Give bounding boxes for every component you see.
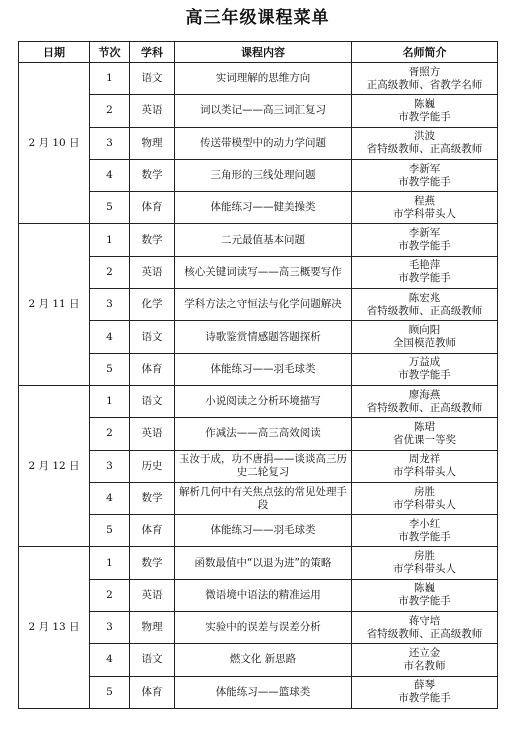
content-cell: 实验中的误差与误差分析 [175,612,352,644]
content-cell: 体能练习——篮球类 [175,676,352,708]
subject-cell: 英语 [130,579,175,611]
teacher-name: 廖海燕 [408,388,441,401]
period-cell: 4 [90,321,130,353]
table-row [19,676,498,708]
teacher-cell [352,224,498,256]
subject-cell: 体育 [130,676,175,708]
table-row [19,192,498,224]
teacher-name: 胥照方 [408,65,441,78]
teacher-title: 市教学能手 [398,369,451,382]
table-row [19,159,498,191]
teacher-name: 陈巍 [414,582,435,595]
teacher-name: 李新军 [408,162,441,175]
table-body [19,63,498,709]
teacher-name: 程燕 [414,194,435,207]
period-cell: 3 [90,612,130,644]
subject-cell: 语文 [130,644,175,676]
content-cell: 体能练习——健美操类 [175,192,352,224]
period-cell: 2 [90,95,130,127]
header-period: 节次 [90,42,130,63]
subject-cell: 语文 [130,385,175,417]
teacher-title: 省特级教师、正高级教师 [366,627,483,640]
subject-cell: 数学 [130,482,175,514]
table-row [19,579,498,611]
subject-cell: 历史 [130,450,175,482]
teacher-name: 薛琴 [414,679,435,692]
teacher-title: 市教学能手 [398,272,451,285]
content-cell: 小说阅读之分析环境描写 [175,385,352,417]
content-cell: 玉汝于成，功不唐捐——谈谈高三历史二轮复习 [175,450,352,482]
period-cell: 2 [90,418,130,450]
period-cell: 3 [90,450,130,482]
date-cell: 2 月 13 日 [19,547,90,708]
period-cell: 3 [90,127,130,159]
teacher-title: 正高级教师、省教学名师 [366,78,483,91]
teacher-cell [352,515,498,547]
content-cell: 函数最值中“以退为进”的策略 [175,547,352,579]
period-cell: 5 [90,676,130,708]
teacher-name: 还立金 [408,646,441,659]
teacher-title: 市教学能手 [398,175,451,188]
header-content: 课程内容 [175,42,352,63]
table-row [19,321,498,353]
teacher-name: 陈珺 [414,420,435,433]
period-cell: 4 [90,644,130,676]
subject-cell: 英语 [130,95,175,127]
teacher-title: 市教学能手 [398,595,451,608]
teacher-name: 李小红 [408,517,441,530]
table-row [19,63,498,95]
table-row [19,385,498,417]
teacher-cell [352,63,498,95]
table-row [19,353,498,385]
subject-cell: 语文 [130,63,175,95]
teacher-title: 市名教师 [403,659,446,672]
subject-cell: 化学 [130,289,175,321]
teacher-cell [352,612,498,644]
teacher-name: 房胜 [414,485,435,498]
table-row [19,482,498,514]
content-cell: 三角形的三线处理问题 [175,159,352,191]
period-cell: 1 [90,224,130,256]
period-cell: 4 [90,159,130,191]
subject-cell: 物理 [130,127,175,159]
date-cell: 2 月 10 日 [19,63,90,224]
content-cell: 词以类记——高三词汇复习 [175,95,352,127]
teacher-title: 全国模范教师 [393,337,456,350]
content-cell: 诗歌鉴赏情感题答题探析 [175,321,352,353]
period-cell: 2 [90,579,130,611]
subject-cell: 数学 [130,224,175,256]
period-cell: 1 [90,385,130,417]
table-row [19,224,498,256]
teacher-title: 市学科带头人 [393,207,456,220]
content-cell: 二元最值基本问题 [175,224,352,256]
period-cell: 5 [90,353,130,385]
teacher-cell [352,256,498,288]
subject-cell: 数学 [130,159,175,191]
teacher-cell [352,547,498,579]
teacher-name: 房胜 [414,550,435,563]
header-row [19,42,498,63]
content-cell: 微语境中语法的精准运用 [175,579,352,611]
teacher-cell [352,579,498,611]
teacher-title: 市教学能手 [398,110,451,123]
period-cell: 4 [90,482,130,514]
content-cell: 解析几何中有关焦点弦的常见处理手段 [175,482,352,514]
period-cell: 1 [90,547,130,579]
table-row [19,644,498,676]
content-cell: 核心关键词读写——高三概要写作 [175,256,352,288]
teacher-title: 市教学能手 [398,530,451,543]
table-row [19,289,498,321]
teacher-title: 市教学能手 [398,692,451,705]
table-row [19,418,498,450]
content-cell: 传送带模型中的动力学问题 [175,127,352,159]
teacher-title: 省优课一等奖 [393,433,456,446]
content-cell: 实词理解的思维方向 [175,63,352,95]
teacher-cell [352,418,498,450]
table-row [19,515,498,547]
teacher-title: 省特级教师、正高级教师 [366,143,483,156]
period-cell: 3 [90,289,130,321]
teacher-name: 陈巍 [414,97,435,110]
content-cell: 体能练习——羽毛球类 [175,515,352,547]
teacher-cell [352,321,498,353]
header-date: 日期 [19,42,90,63]
teacher-name: 洪波 [414,130,435,143]
period-cell: 5 [90,192,130,224]
table-row [19,547,498,579]
content-cell: 学科方法之守恒法与化学问题解决 [175,289,352,321]
course-table [18,41,498,709]
teacher-name: 毛艳萍 [408,259,441,272]
teacher-cell [352,644,498,676]
subject-cell: 语文 [130,321,175,353]
teacher-title: 市学科带头人 [393,466,456,479]
teacher-cell [352,385,498,417]
subject-cell: 体育 [130,192,175,224]
teacher-cell [352,159,498,191]
subject-cell: 数学 [130,547,175,579]
table-row [19,95,498,127]
subject-cell: 体育 [130,515,175,547]
teacher-name: 陈宏兆 [408,291,441,304]
teacher-name: 蒋守培 [408,614,441,627]
teacher-name: 顾向阳 [408,324,441,337]
teacher-name: 万益成 [408,356,441,369]
teacher-cell [352,192,498,224]
table-row [19,450,498,482]
date-cell: 2 月 12 日 [19,385,90,546]
teacher-cell [352,450,498,482]
header-teacher: 名师简介 [352,42,498,63]
teacher-title: 省特级教师、正高级教师 [366,304,483,317]
table-row [19,612,498,644]
subject-cell: 物理 [130,612,175,644]
content-cell: 燃文化 新思路 [175,644,352,676]
period-cell: 2 [90,256,130,288]
teacher-cell [352,95,498,127]
teacher-cell [352,676,498,708]
teacher-cell [352,353,498,385]
subject-cell: 体育 [130,353,175,385]
teacher-cell [352,482,498,514]
content-cell: 作减法——高三高效阅读 [175,418,352,450]
teacher-title: 省特级教师、正高级教师 [366,401,483,414]
teacher-title: 市学科带头人 [393,563,456,576]
period-cell: 5 [90,515,130,547]
teacher-name: 周龙祥 [408,453,441,466]
period-cell: 1 [90,63,130,95]
content-cell: 体能练习——羽毛球类 [175,353,352,385]
table-row [19,256,498,288]
header-subject: 学科 [130,42,175,63]
page-title: 高三年级课程菜单 [185,8,330,28]
subject-cell: 英语 [130,418,175,450]
date-cell: 2 月 11 日 [19,224,90,385]
teacher-cell [352,127,498,159]
table-row [19,127,498,159]
subject-cell: 英语 [130,256,175,288]
teacher-cell [352,289,498,321]
teacher-title: 市学科带头人 [393,498,456,511]
teacher-name: 李新军 [408,227,441,240]
teacher-title: 市教学能手 [398,240,451,253]
